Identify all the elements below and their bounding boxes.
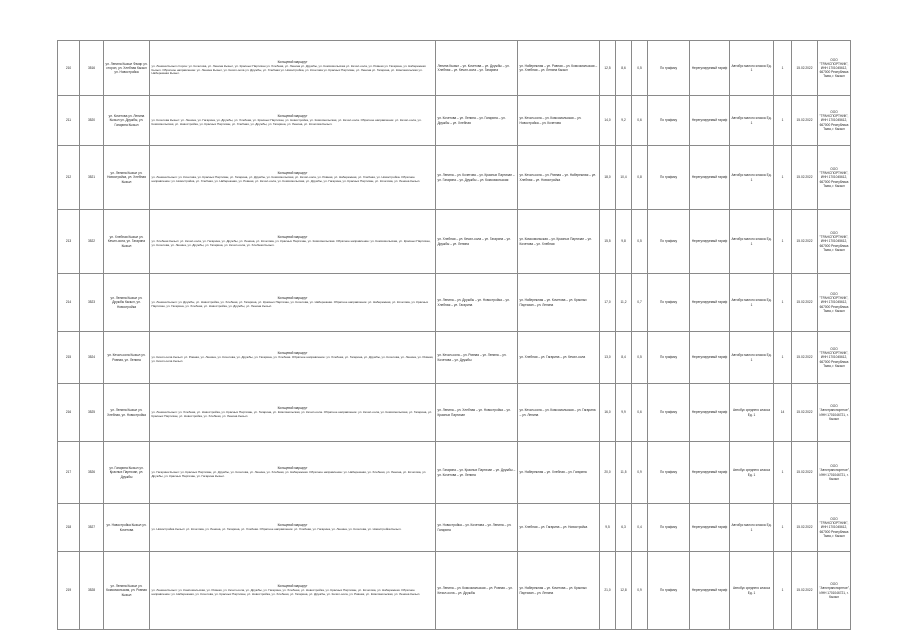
cell-km: 11,5 bbox=[616, 442, 632, 504]
cell-num: 211 bbox=[58, 96, 80, 146]
cell-stops_back: ул. Кечил-оола – ул. Ровная – ул. Набережная – ул. Хлебная – ул. Новостройка bbox=[518, 146, 600, 210]
cell-stops_fwd: Ленина Кызыл – ул. Кочетова – ул. Дружбы – ул. Хлебная – ул. Кечил-оола – ул. Гагарина bbox=[436, 41, 518, 96]
cell-stops_fwd: ул. Кочетова – ул. Ленина – ул. Гагарина – ул. Дружбы – ул. Хлебная bbox=[436, 96, 518, 146]
route-title: Кольцевой маршрут bbox=[277, 296, 308, 301]
cell-stops_fwd: ул. Гагарина – ул. Красных Партизан – ул. Дружбы – ул. Кочетова – ул. Ленина bbox=[436, 442, 518, 504]
registry-page bbox=[57, 40, 850, 630]
cell-stops_fwd: ул. Хлебная – ул. Кечил-оола – ул. Гагарина – ул. Дружбы – ул. Ленина bbox=[436, 210, 518, 274]
cell-count: 14 bbox=[774, 384, 792, 442]
cell-carrier: ООО "Автотранспортное", ИНН 1701046721, г. Кызыл bbox=[818, 442, 851, 504]
table-body bbox=[58, 41, 851, 630]
cell-date: 15.02.2022 bbox=[792, 96, 818, 146]
cell-stops_back: ул. Хлебная – ул. Гагарина – ул. Новостройка bbox=[518, 504, 600, 552]
cell-route bbox=[150, 274, 436, 332]
cell-vclass: Автобус среднего класса Ед. 1 bbox=[730, 384, 774, 442]
cell-route bbox=[150, 96, 436, 146]
table-row bbox=[58, 384, 851, 442]
table-row bbox=[58, 210, 851, 274]
cell-vclass: Автобус малого класса Ед. 1 bbox=[730, 41, 774, 96]
cell-km: 9,8 bbox=[616, 210, 632, 274]
cell-tariff: Нерегулируемый тариф bbox=[690, 552, 730, 630]
cell-len: 13,0 bbox=[600, 332, 616, 384]
cell-count: 1 bbox=[774, 210, 792, 274]
cell-order: По графику bbox=[648, 274, 690, 332]
cell-wait: 0,5 bbox=[632, 332, 648, 384]
cell-loc: ул. Кочетова ул. Ленина Кызыл ул. Дружбы, ул. Гагарина Кызыл bbox=[104, 96, 150, 146]
cell-date: 15.02.2022 bbox=[792, 442, 818, 504]
cell-tariff: Нерегулируемый тариф bbox=[690, 504, 730, 552]
cell-len: 16,0 bbox=[600, 384, 616, 442]
cell-tariff: Нерегулируемый тариф bbox=[690, 210, 730, 274]
cell-count: 1 bbox=[774, 146, 792, 210]
cell-vclass: Автобус среднего класса Ед. 1 bbox=[730, 442, 774, 504]
route-title: Кольцевой маршрут bbox=[277, 523, 308, 528]
cell-carrier: ООО "ТРАНСПОРТНИК", ИНН 1701045612, 667000 Республика Тыва, г. Кызыл bbox=[818, 504, 851, 552]
cell-tariff: Нерегулируемый тариф bbox=[690, 442, 730, 504]
cell-stops_back: ул. Хлебная – ул. Гагарина – ул. Кечил-оола bbox=[518, 332, 600, 384]
cell-id: 3525 bbox=[80, 384, 104, 442]
route-title: Кольцевой маршрут bbox=[277, 171, 308, 176]
cell-route bbox=[150, 146, 436, 210]
cell-date: 15.02.2022 bbox=[792, 552, 818, 630]
cell-tariff: Нерегулируемый тариф bbox=[690, 96, 730, 146]
route-description: ул. Кочетова Кызыл: ул. Ленина, ул. Гагарина, ул. Дружбы, ул. Хлебная, ул. Красных Партизан, ул. Новостройка, ул. Комсомольская, ул. Кечил-оола. Обратное направление: ул. Кечил-оола, ул. Комсомольская, ул. Новостройка, ул. Красных Партизан, ул. Хлебная, ул. Дружбы, ул. Гагарина, ул. Ленина, ул. Кочетова Кызыл. bbox=[151, 118, 422, 126]
cell-wait: 0,8 bbox=[632, 146, 648, 210]
cell-loc: ул. Кечил-оола Кызыл ул. Ровная, ул. Ленина bbox=[104, 332, 150, 384]
route-description: ул. Ленина Кызыл: ул. Кочетова, ул. Красных Партизан, ул. Гагарина, ул. Дружбы, ул. Комсомольская, ул. Кечил-оола, ул. Ровная, ул. Набережная, ул. Хлебная, ул. Новостройка. Обратное направление: ул. Новостройка, ул. Хлебная, ул. Набережная, ул. Ровная, ул. Кечил-оола, ул. Комсомольская, ул. Дружбы, ул. Гагарина, ул. Красных Партизан, ул. Кочетова, ул. Ленина Кызыл. bbox=[151, 175, 421, 183]
cell-wait: 0,6 bbox=[632, 96, 648, 146]
table-row bbox=[58, 552, 851, 630]
cell-carrier: ООО "Автотранспортное", ИНН 1701046721, г. Кызыл bbox=[818, 552, 851, 630]
cell-stops_back: ул. Комсомольская – ул. Красных Партизан – ул. Кочетова – ул. Хлебная bbox=[518, 210, 600, 274]
route-title: Кольцевой маршрут bbox=[277, 406, 308, 411]
cell-len: 12,5 bbox=[600, 41, 616, 96]
cell-vclass: Автобус малого класса Ед. 1 bbox=[730, 96, 774, 146]
route-title: Кольцевой маршрут bbox=[277, 466, 308, 471]
cell-stops_back: ул. Кечил-оола – ул. Комсомольская – ул. Гагарина – ул. Ленина bbox=[518, 384, 600, 442]
cell-loc: ул. Ленина Кызыл ул. Новостройка, ул. Хлебная Кызыл bbox=[104, 146, 150, 210]
cell-num: 219 bbox=[58, 552, 80, 630]
cell-km: 9,2 bbox=[616, 96, 632, 146]
cell-wait: 0,5 bbox=[632, 210, 648, 274]
cell-count: 1 bbox=[774, 41, 792, 96]
route-title: Кольцевой маршрут bbox=[277, 235, 308, 240]
route-description: ул. Ленина Кызыл: ул. Комсомольская, ул. Ровная, ул. Кечил-оола, ул. Дружбы, ул. Гагарина, ул. Хлебная, ул. Новостройка, ул. Красных Партизан, ул. Кочетова, ул. Набережная. Обратное направление: ул. Набережная, ул. Кочетова, ул. Красных Партизан, ул. Новостройка, ул. Хлебная, ул. Гагарина, ул. Дружбы, ул. Кечил-оола, ул. Ровная, ул. Комсомольская, ул. Ленина Кызыл. bbox=[151, 588, 421, 596]
cell-tariff: Нерегулируемый тариф bbox=[690, 332, 730, 384]
cell-route bbox=[150, 384, 436, 442]
cell-date: 15.02.2022 bbox=[792, 146, 818, 210]
cell-order: По графику bbox=[648, 41, 690, 96]
cell-wait: 0,9 bbox=[632, 442, 648, 504]
cell-date: 15.02.2022 bbox=[792, 210, 818, 274]
cell-order: По графику bbox=[648, 96, 690, 146]
table-row bbox=[58, 274, 851, 332]
cell-num: 210 bbox=[58, 41, 80, 96]
cell-order: По графику bbox=[648, 332, 690, 384]
cell-stops_back: ул. Набережная – ул. Хлебная – ул. Гагарина bbox=[518, 442, 600, 504]
cell-route bbox=[150, 552, 436, 630]
route-title: Кольцевой маршрут bbox=[277, 59, 308, 64]
cell-order: По графику bbox=[648, 442, 690, 504]
cell-vclass: Автобус малого класса Ед. 1 bbox=[730, 146, 774, 210]
route-description: ул. Ленина Кызыл сторон: ул. Кочетова, ул. Ленина Кызыл, ул. Красных Партизан ул. Хлебная, ул. Ленина ул. Дружбы, ул. Комсомольская ул. Кечил-оола, ул. Ровная ул. Гагарина, ул. Набережная Кызыл. Обратное направление: ул. Ленина Кызыл, ул. Кечил-оола ул. Дружбы, ул. Хлебная ул. Новостройка, ул. Кочетова ул. Красных Партизан, ул. Ленина ул. Гагарина, ул. Комсомольская ул. Набережная Кызыл. bbox=[151, 63, 426, 76]
cell-id: 3520 bbox=[80, 96, 104, 146]
cell-km: 9,9 bbox=[616, 384, 632, 442]
cell-km: 11,2 bbox=[616, 274, 632, 332]
cell-count: 1 bbox=[774, 332, 792, 384]
cell-tariff: Нерегулируемый тариф bbox=[690, 146, 730, 210]
cell-num: 216 bbox=[58, 384, 80, 442]
cell-vclass: Автобус малого класса Ед. 1 bbox=[730, 274, 774, 332]
cell-count: 1 bbox=[774, 442, 792, 504]
cell-len: 17,0 bbox=[600, 274, 616, 332]
cell-len: 9,5 bbox=[600, 504, 616, 552]
cell-num: 218 bbox=[58, 504, 80, 552]
cell-stops_fwd: ул. Кечил-оола – ул. Ровная – ул. Ленина – ул. Кочетова – ул. Дружбы bbox=[436, 332, 518, 384]
cell-vclass: Автобус малого класса Ед. 1 bbox=[730, 210, 774, 274]
route-title: Кольцевой маршрут bbox=[277, 351, 308, 356]
route-title: Кольцевой маршрут bbox=[277, 584, 308, 589]
cell-vclass: Автобус среднего класса Ед. 1 bbox=[730, 552, 774, 630]
cell-carrier: ООО "ТРАНСПОРТНИК", ИНН 1701045612, 667000 Республика Тыва, г. Кызыл bbox=[818, 332, 851, 384]
cell-km: 8,4 bbox=[616, 332, 632, 384]
cell-tariff: Нерегулируемый тариф bbox=[690, 274, 730, 332]
table-row bbox=[58, 504, 851, 552]
cell-vclass: Автобус малого класса Ед. 1 bbox=[730, 332, 774, 384]
cell-date: 15.02.2022 bbox=[792, 41, 818, 96]
cell-num: 217 bbox=[58, 442, 80, 504]
cell-loc: ул. Хлебная Кызыл ул. Кечил-оола, ул. Гагарина Кызыл bbox=[104, 210, 150, 274]
cell-km: 12,8 bbox=[616, 552, 632, 630]
cell-loc: ул. Ленина Кызыл ул. Дружбы Кызыл, ул. Новостройка bbox=[104, 274, 150, 332]
cell-loc: ул. Гагарина Кызыл ул. Красных Партизан, ул. Дружбы bbox=[104, 442, 150, 504]
cell-route bbox=[150, 504, 436, 552]
cell-num: 214 bbox=[58, 274, 80, 332]
cell-date: 15.02.2022 bbox=[792, 384, 818, 442]
cell-wait: 0,9 bbox=[632, 552, 648, 630]
cell-vclass: Автобус малого класса Ед. 1 bbox=[730, 504, 774, 552]
cell-count: 1 bbox=[774, 504, 792, 552]
cell-carrier: ООО "ТРАНСПОРТНИК", ИНН 1701045612, 667000 Республика Тыва, г. Кызыл bbox=[818, 210, 851, 274]
cell-stops_fwd: ул. Ленина – ул. Кочетова – ул. Красных Партизан – ул. Гагарина – ул. Дружбы – ул. Комсомольская bbox=[436, 146, 518, 210]
cell-km: 10,4 bbox=[616, 146, 632, 210]
cell-km: 6,3 bbox=[616, 504, 632, 552]
table-row bbox=[58, 96, 851, 146]
cell-stops_back: ул. Набережная – ул. Кочетова – ул. Красных Партизан – ул. Ленина bbox=[518, 552, 600, 630]
cell-len: 21,0 bbox=[600, 552, 616, 630]
cell-id: 3523 bbox=[80, 274, 104, 332]
route-description: ул. Гагарина Кызыл: ул. Красных Партизан, ул. Дружбы, ул. Кочетова, ул. Ленина, ул. Хлебная, ул. Набережная. Обратное направление: ул. Набережная, ул. Хлебная, ул. Ленина, ул. Кочетова, ул. Дружбы, ул. Красных Партизан, ул. Гагарина Кызыл. bbox=[151, 470, 427, 478]
route-description: ул. Ленина Кызыл: ул. Дружбы, ул. Новостройка, ул. Хлебная, ул. Гагарина, ул. Красных Партизан, ул. Кочетова, ул. Набережная. Обратное направление: ул. Набережная, ул. Кочетова, ул. Красных Партизан, ул. Гагарина, ул. Хлебная, ул. Новостройка, ул. Дружбы, ул. Ленина Кызыл. bbox=[151, 300, 429, 308]
route-description: ул. Хлебная Кызыл: ул. Кечил-оола, ул. Гагарина, ул. Дружбы, ул. Ленина, ул. Кочетова, ул. Красных Партизан, ул. Комсомольская. Обратное направление: ул. Комсомольская, ул. Красных Партизан, ул. Кочетова, ул. Ленина, ул. Дружбы, ул. Гагарина, ул. Кечил-оола, ул. Хлебная Кызыл. bbox=[151, 239, 431, 247]
cell-id: 3528 bbox=[80, 552, 104, 630]
cell-order: По графику bbox=[648, 146, 690, 210]
cell-carrier: ООО "ТРАНСПОРТНИК", ИНН 1701045612, 667000 Республика Тыва, г. Кызыл bbox=[818, 96, 851, 146]
cell-order: По графику bbox=[648, 552, 690, 630]
cell-loc: ул. Новостройка Кызыл ул. Кочетова bbox=[104, 504, 150, 552]
route-registry-table bbox=[57, 40, 851, 630]
cell-stops_fwd: ул. Новостройка – ул. Кочетова – ул. Ленина – ул. Гагарина bbox=[436, 504, 518, 552]
cell-stops_back: ул. Кечил-оола – ул. Комсомольская – ул. Новостройка – ул. Кочетова bbox=[518, 96, 600, 146]
route-description: ул. Ленина Кызыл: ул. Хлебная, ул. Новостройка, ул. Красных Партизан, ул. Гагарина, ул. Комсомольская, ул. Кечил-оола. Обратное направление: ул. Кечил-оола, ул. Комсомольская, ул. Гагарина, ул. Красных Партизан, ул. Новостройка, ул. Хлебная, ул. Ленина Кызыл. bbox=[151, 410, 433, 418]
cell-loc: ул. Ленина Кызыл Фазир ул. сторон, ул. Хлебная Кызыл ул. Новостройка bbox=[104, 41, 150, 96]
table-row bbox=[58, 442, 851, 504]
cell-stops_back: ул. Набережная – ул. Кочетова – ул. Красных Партизан – ул. Ленина bbox=[518, 274, 600, 332]
route-description: ул. Новостройка Кызыл: ул. Кочетова, ул. Ленина, ул. Гагарина, ул. Хлебная. Обратное направление: ул. Хлебная, ул. Гагарина, ул. Ленина, ул. Кочетова, ул. Новостройка Кызыл. bbox=[151, 527, 402, 532]
cell-num: 213 bbox=[58, 210, 80, 274]
table-row bbox=[58, 41, 851, 96]
cell-stops_fwd: ул. Ленина – ул. Хлебная – ул. Новостройка – ул. Красных Партизан bbox=[436, 384, 518, 442]
cell-len: 18,0 bbox=[600, 146, 616, 210]
route-title: Кольцевой маршрут bbox=[277, 114, 308, 119]
cell-id: 3527 bbox=[80, 504, 104, 552]
cell-wait: 0,7 bbox=[632, 274, 648, 332]
cell-len: 20,0 bbox=[600, 442, 616, 504]
cell-wait: 0,5 bbox=[632, 41, 648, 96]
cell-date: 15.02.2022 bbox=[792, 504, 818, 552]
cell-loc: ул. Ленина Кызыл ул. Хлебная, ул. Новостройка bbox=[104, 384, 150, 442]
cell-route bbox=[150, 210, 436, 274]
cell-count: 1 bbox=[774, 274, 792, 332]
cell-id: 3521 bbox=[80, 146, 104, 210]
cell-len: 15,5 bbox=[600, 210, 616, 274]
cell-num: 212 bbox=[58, 146, 80, 210]
route-description: ул. Кечил-оола Кызыл: ул. Ровная, ул. Ленина, ул. Кочетова, ул. Дружбы, ул. Гагарина, ул. Хлебная. Обратное направление: ул. Хлебная, ул. Гагарина, ул. Дружбы, ул. Кочетова, ул. Ленина, ул. Ровная, ул. Кечил-оола Кызыл. bbox=[151, 355, 434, 363]
table-row bbox=[58, 146, 851, 210]
cell-date: 15.02.2022 bbox=[792, 332, 818, 384]
cell-km: 8,6 bbox=[616, 41, 632, 96]
cell-count: 1 bbox=[774, 96, 792, 146]
cell-loc: ул. Ленина Кызыл ул. Комсомольская, ул. Ровная Кызыл bbox=[104, 552, 150, 630]
cell-tariff: Нерегулируемый тариф bbox=[690, 41, 730, 96]
cell-id: 3516 bbox=[80, 41, 104, 96]
cell-carrier: ООО "ТРАНСПОРТНИК", ИНН 1701045612, 667000 Республика Тыва, г. Кызыл bbox=[818, 41, 851, 96]
cell-stops_fwd: ул. Ленина – ул. Дружбы – ул. Новостройка – ул. Хлебная – ул. Гагарина bbox=[436, 274, 518, 332]
cell-wait: 0,6 bbox=[632, 384, 648, 442]
cell-route bbox=[150, 332, 436, 384]
cell-len: 14,0 bbox=[600, 96, 616, 146]
cell-wait: 0,4 bbox=[632, 504, 648, 552]
cell-carrier: ООО "ТРАНСПОРТНИК", ИНН 1701045612, 667000 Республика Тыва, г. Кызыл bbox=[818, 146, 851, 210]
cell-date: 15.02.2022 bbox=[792, 274, 818, 332]
cell-order: По графику bbox=[648, 504, 690, 552]
cell-stops_fwd: ул. Ленина – ул. Комсомольская – ул. Ровная – ул. Кечил-оола – ул. Дружбы bbox=[436, 552, 518, 630]
cell-stops_back: ул. Набережная – ул. Ровная – ул. Комсомольская – ул. Хлебная – ул. Ленина Кызыл bbox=[518, 41, 600, 96]
cell-route bbox=[150, 41, 436, 96]
cell-id: 3522 bbox=[80, 210, 104, 274]
cell-tariff: Нерегулируемый тариф bbox=[690, 384, 730, 442]
cell-order: По графику bbox=[648, 384, 690, 442]
cell-carrier: ООО "ТРАНСПОРТНИК", ИНН 1701045612, 667000 Республика Тыва, г. Кызыл bbox=[818, 274, 851, 332]
cell-order: По графику bbox=[648, 210, 690, 274]
cell-num: 215 bbox=[58, 332, 80, 384]
cell-id: 3526 bbox=[80, 442, 104, 504]
cell-route bbox=[150, 442, 436, 504]
cell-count: 1 bbox=[774, 552, 792, 630]
cell-id: 3524 bbox=[80, 332, 104, 384]
table-row bbox=[58, 332, 851, 384]
cell-carrier: ООО "Автотранспортное", ИНН 1701046721, г. Кызыл bbox=[818, 384, 851, 442]
